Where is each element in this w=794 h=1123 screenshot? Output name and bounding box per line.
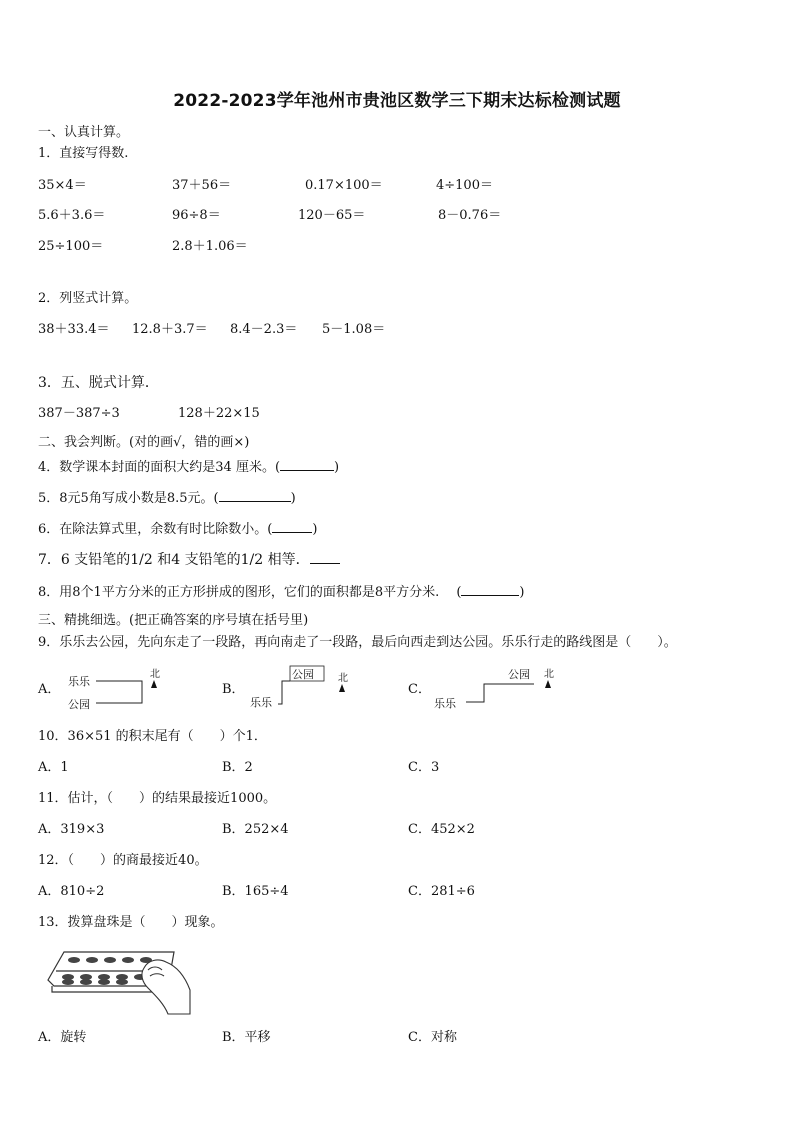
route-diagram-b [248, 664, 358, 712]
q6-line [38, 520, 317, 538]
q8-close: ) [519, 585, 525, 600]
q2-item: 5－1.08＝ [322, 322, 386, 337]
route-diagram-a [66, 666, 172, 712]
park-label: 公园 [292, 668, 314, 681]
q1-item: 2.8＋1.06＝ [172, 239, 248, 254]
section-2-heading: 二、我会判断。(对的画√，错的画×) [38, 435, 250, 450]
q6-close: ) [312, 522, 318, 537]
q3-item: 387－387÷3 [38, 406, 120, 421]
q2-item: 12.8＋3.7＝ [132, 322, 208, 337]
q2-item: 8.4－2.3＝ [230, 322, 298, 337]
route-diagram-c [432, 664, 562, 714]
north-label: 北 [338, 673, 348, 684]
section-3-heading: 三、精挑细选。(把正确答案的序号填在括号里) [38, 613, 309, 628]
q5-text: 5．8元5角写成小数是8.5元。( [38, 491, 219, 506]
q11-option[interactable]: A．319×3 [38, 822, 105, 837]
q10-option[interactable]: A．1 [38, 760, 69, 775]
q1-item: 35×4＝ [38, 178, 87, 193]
north-label: 北 [150, 669, 160, 680]
q7-text: 7．6 支铅笔的1/2 和4 支铅笔的1/2 相等． [38, 552, 310, 568]
q11-option[interactable]: B．252×4 [222, 822, 289, 837]
north-label: 北 [544, 669, 554, 680]
answer-blank[interactable] [461, 583, 519, 596]
q4-text: 4．数学课本封面的面积大约是34 厘米。( [38, 460, 281, 475]
page-title: 2022-2023学年池州市贵池区数学三下期末达标检测试题 [173, 91, 621, 111]
q12-option[interactable]: B．165÷4 [222, 884, 289, 899]
q11-text: 11．估计，（ ）的结果最接近1000。 [38, 791, 277, 806]
q8-line [38, 583, 525, 601]
park-label: 公园 [68, 698, 90, 711]
answer-blank[interactable] [272, 520, 312, 533]
q2-item: 38＋33.4＝ [38, 322, 110, 337]
q1-item: 4÷100＝ [436, 178, 493, 193]
north-arrow-icon [545, 680, 551, 688]
q4-line [38, 458, 339, 476]
q8-text: 8．用8个1平方分米的正方形拼成的图形，它们的面积都是8平方分米. ( [38, 585, 462, 600]
answer-blank[interactable] [310, 551, 340, 564]
q1-item: 25÷100＝ [38, 239, 104, 254]
q1-item: 8－0.76＝ [438, 208, 502, 223]
q1-item: 37＋56＝ [172, 178, 232, 193]
q3-item: 128＋22×15 [178, 406, 260, 421]
q10-option[interactable]: B．2 [222, 760, 253, 775]
q10-text: 10．36×51 的积末尾有（ ）个1． [38, 729, 267, 744]
q13-option[interactable]: A．旋转 [38, 1030, 87, 1045]
answer-blank[interactable] [219, 489, 291, 502]
q9-option-b[interactable]: B． [222, 682, 245, 697]
park-label: 公园 [508, 668, 530, 681]
q2-label: 2．列竖式计算。 [38, 291, 138, 306]
q10-option[interactable]: C．3 [408, 760, 440, 775]
q1-item: 5.6＋3.6＝ [38, 208, 106, 223]
q1-item: 96÷8＝ [172, 208, 221, 223]
q12-option[interactable]: C．281÷6 [408, 884, 475, 899]
q9-text: 9．乐乐去公园，先向东走了一段路，再向南走了一段路，最后向西走到达公园。乐乐行走的路线图是（ ）。 [38, 635, 677, 650]
north-arrow-icon [339, 684, 345, 692]
q3-label: 3．五、脱式计算． [38, 375, 159, 391]
lele-label: 乐乐 [434, 697, 456, 710]
q12-option[interactable]: A．810÷2 [38, 884, 105, 899]
q9-option-c[interactable]: C． [408, 682, 431, 697]
section-1-heading: 一、认真计算。 [38, 125, 130, 140]
q6-text: 6．在除法算式里，余数有时比除数小。( [38, 522, 273, 537]
q9-option-a[interactable]: A． [38, 682, 61, 697]
q13-option[interactable]: C．对称 [408, 1030, 457, 1045]
q11-option[interactable]: C．452×2 [408, 822, 475, 837]
lele-label: 乐乐 [68, 675, 90, 688]
q1-item: 0.17×100＝ [305, 178, 383, 193]
q1-item: 120－65＝ [298, 208, 366, 223]
q5-line [38, 489, 296, 507]
q13-option[interactable]: B．平移 [222, 1030, 271, 1045]
q12-text: 12．（ ）的商最接近40。 [38, 853, 208, 868]
q13-text: 13．拨算盘珠是（ ）现象。 [38, 915, 224, 930]
q5-close: ) [290, 491, 296, 506]
q7-line [38, 551, 340, 568]
answer-blank[interactable] [280, 458, 334, 471]
lele-label: 乐乐 [250, 696, 272, 709]
north-arrow-icon [151, 680, 157, 688]
q1-label: 1．直接写得数. [38, 146, 129, 161]
abacus-image [44, 946, 192, 1016]
q4-close: ) [334, 460, 340, 475]
